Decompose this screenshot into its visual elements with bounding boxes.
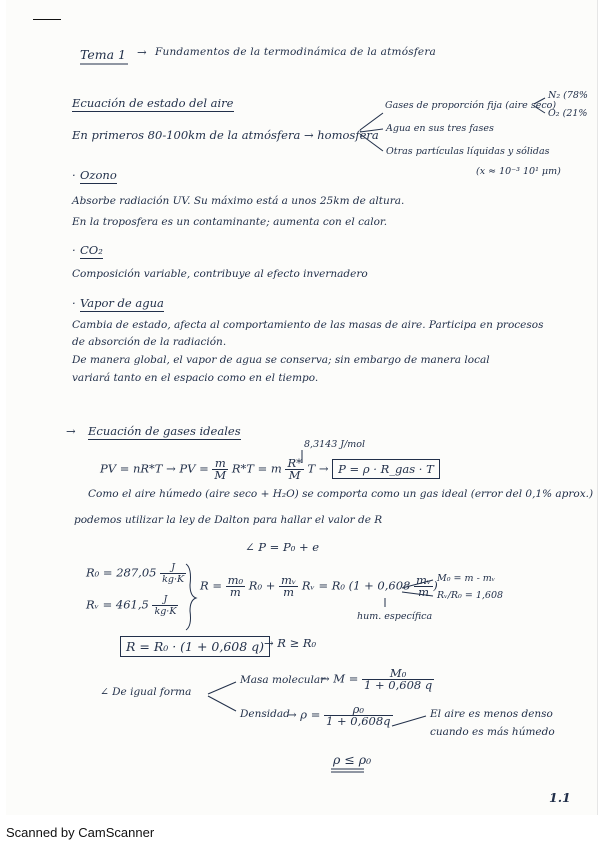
vapor-line-1: Cambia de estado, afecta al comportamiento de las masas de aire. Participa en procesos: [72, 319, 544, 331]
arrow-gases: →: [66, 424, 76, 438]
heading-gases-ideales: Ecuación de gases ideales: [88, 424, 241, 438]
r-constant: 8,3143 J/mol: [304, 439, 366, 450]
density-equation-box: P = ρ · R_gas · T: [332, 459, 440, 479]
ozono-line-2: En la troposfera es un contaminante; aumenta con el calor.: [72, 216, 388, 228]
subject-title: Fundamentos de la termodinámica de la atmósfera: [155, 46, 437, 58]
masa-molecular-equation: → M = $\frac{\text{M₀}}{1 + 0,608 q}$: [320, 666, 433, 692]
heading-ozono: Ozono: [80, 168, 117, 182]
m0-note: M₀ = m - mᵥ: [437, 573, 496, 584]
humedad-especifica-note: hum. específica: [357, 611, 433, 622]
agua-tres-fases: Agua en sus tres fases: [386, 123, 494, 134]
densidad-label: Densidad: [240, 708, 290, 720]
vapor-line-2: de absorción de la radiación.: [72, 336, 227, 348]
result-r-ge-r0: → R ≥ R₀: [264, 636, 317, 650]
density-note-1: El aire es menos denso: [430, 708, 553, 720]
final-density-result: ρ ≤ ρ₀: [333, 752, 372, 767]
ozono-line-1: Absorbe radiación UV. Su máximo está a unos 25km de altura.: [72, 195, 405, 207]
vapor-line-4: variará tanto en el espacio como en el tiempo.: [72, 372, 319, 384]
de-igual-forma: ∠ De igual forma: [100, 686, 192, 698]
r-vapor: Rᵥ = 461,5 $\frac{J}{kg\cdot K}$: [86, 594, 177, 617]
tema-label: Tema 1: [80, 47, 126, 62]
page-number: 1.1: [549, 790, 571, 805]
density-note-2: cuando es más húmedo: [430, 726, 555, 738]
ratio-note: Rᵥ/R₀ = 1,608: [437, 590, 504, 601]
n2-percent: N₂ (78%: [548, 90, 588, 101]
particle-size: (x ≈ 10⁻³ 10¹ μm): [476, 166, 561, 177]
scanner-watermark: Scanned by CamScanner: [6, 825, 155, 840]
o2-percent: O₂ (21%: [548, 108, 588, 119]
result-box-r: R = R₀ · (1 + 0,608 q): [120, 636, 270, 657]
ideal-gas-equation: PV = nR*T → PV = $\frac{m}{M}$ R*T = m $\frac{R*}{M}$ T → P = ρ · R_gas · T: [100, 458, 440, 481]
title-arrow: →: [137, 45, 147, 59]
bullet-ozono: ·: [72, 168, 76, 182]
masa-molecular-label: Masa molecular: [240, 674, 326, 686]
section-heading-ecuacion-estado: Ecuación de estado del aire: [72, 96, 234, 110]
r-dry-air: R₀ = 287,05 $\frac{J}{kg\cdot K}$: [86, 562, 185, 585]
vapor-line-3: De manera global, el vapor de agua se conserva; sin embargo de manera local: [72, 354, 490, 366]
heading-co2: CO₂: [80, 243, 103, 257]
co2-line-1: Composición variable, contribuye al efecto invernadero: [72, 268, 368, 280]
dalton-law: ∠ P = P₀ + e: [245, 540, 320, 554]
gases-proporcion-fija: Gases de proporción fija (aire seco): [385, 100, 557, 111]
bullet-vapor: ·: [72, 296, 76, 310]
heading-vapor: Vapor de agua: [80, 296, 164, 310]
bullet-co2: ·: [72, 243, 76, 257]
mixture-r-equation: R = $\frac{\text{m₀}}{m}$ R₀ + $\frac{\text{mᵥ}}{m}$ Rᵥ = R₀ (1 + 0,608 $\frac{\text{mᵥ}}{m}$ ): [200, 573, 438, 599]
otras-particulas: Otras partículas líquidas y sólidas: [386, 146, 550, 157]
gases-text-2: podemos utilizar la ley de Dalton para hallar el valor de R: [74, 514, 383, 526]
densidad-equation: → ρ = $\frac{\text{ρ₀}}{1 + 0,608q}$: [287, 702, 391, 728]
homosfera-intro: En primeros 80-100km de la atmósfera → homosfera: [72, 128, 379, 142]
gases-text-1: Como el aire húmedo (aire seco + H₂O) se comporta como un gas ideal (error del 0,1% aprox.): [88, 488, 594, 500]
